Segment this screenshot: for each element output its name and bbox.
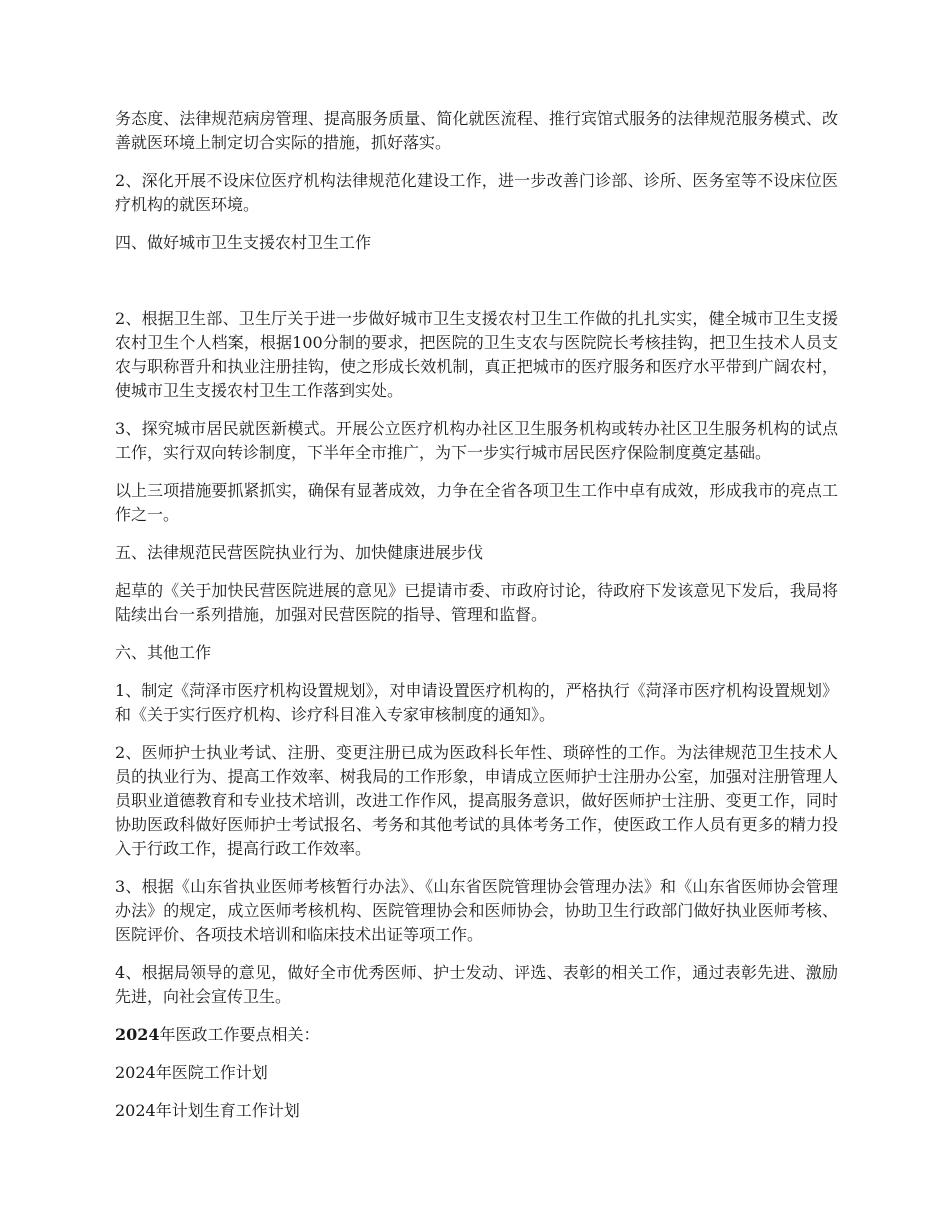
related-heading-year: 2024 [115,1025,160,1044]
related-link[interactable] [115,1061,838,1085]
related-link-year: 2024 [115,1101,156,1120]
body-paragraph: 起草的《关于加快民营医院进展的意见》已提请市委、市政府讨论，待政府下发该意见下发后，我局将陆续出台一系列措施，加强对民营医院的指导、管理和监督。 [115,581,838,624]
body-paragraph: 2、根据卫生部、卫生厅关于进一步做好城市卫生支援农村卫生工作做的扎扎实实，健全城市卫生支援农村卫生个人档案，根据100分制的要求，把医院的卫生支农与医院院长考核挂钩，把卫生技术人员支农与职称晋升和执业注册挂钩，使之形成长效机制，真正把城市的医疗服务和医疗水平带到广阔农村，使城市卫生支援农村卫生工作落到实处。 [115,309,838,400]
body-paragraph: 1、制定《菏泽市医疗机构设置规划》，对申请设置医疗机构的，严格执行《菏泽市医疗机构设置规划》和《关于实行医疗机构、诊疗科目准入专家审核制度的通知》。 [115,681,838,724]
related-link[interactable] [115,1099,838,1123]
related-link-text: 年医院工作计划 [155,1063,268,1082]
body-paragraph: 4、根据局领导的意见，做好全市优秀医师、护士发动、评选、表彰的相关工作，通过表彰先进、激励先进，向社会宣传卫生。 [115,963,838,1006]
body-paragraph: 务态度、法律规范病房管理、提高服务质量、简化就医流程、推行宾馆式服务的法律规范服务模式、改善就医环境上制定切合实际的措施，抓好落实。 [115,109,838,152]
section-heading: 四、做好城市卫生支援农村卫生工作 [115,233,372,252]
related-link-text: 年计划生育工作计划 [155,1101,300,1120]
related-heading [115,1023,838,1047]
body-paragraph: 2、深化开展不设床位医疗机构法律规范化建设工作，进一步改善门诊部、诊所、医务室等不设床位医疗机构的就医环境。 [115,171,838,214]
body-paragraph: 以上三项措施要抓紧抓实，确保有显著成效，力争在全省各项卫生工作中卓有成效，形成我市的亮点工作之一。 [115,481,838,524]
body-paragraph: 3、探究城市居民就医新模式。开展公立医疗机构办社区卫生服务机构或转办社区卫生服务机构的试点工作，实行双向转诊制度，下半年全市推广，为下一步实行城市居民医疗保险制度奠定基础。 [115,419,838,462]
section-heading: 五、法律规范民营医院执业行为、加快健康进展步伐 [115,543,484,562]
body-paragraph: 3、根据《山东省执业医师考核暂行办法》、《山东省医院管理协会管理办法》和《山东省医师协会管理办法》的规定，成立医师考核机构、医院管理协会和医师协会，协助卫生行政部门做好执业医师考核、医院评价、各项技术培训和临床技术出证等项工作。 [115,877,838,944]
blank-gap [115,269,838,307]
related-link-year: 2024 [115,1063,156,1082]
related-heading-text: 年医政工作要点相关： [159,1025,320,1044]
section-heading: 六、其他工作 [115,643,212,662]
body-paragraph: 2、医师护士执业考试、注册、变更注册已成为医政科长年性、琐碎性的工作。为法律规范卫生技术人员的执业行为、提高工作效率、树我局的工作形象，申请成立医师护士注册办公室，加强对注册管理人员职业道德教育和专业技术培训，改进工作作风，提高服务意识，做好医师护士注册、变更工作，同时协助医政科做好医师护士考试报名、考务和其他考试的具体考务工作，使医政工作人员有更多的精力投入于行政工作，提高行政工作效率。 [115,743,838,858]
